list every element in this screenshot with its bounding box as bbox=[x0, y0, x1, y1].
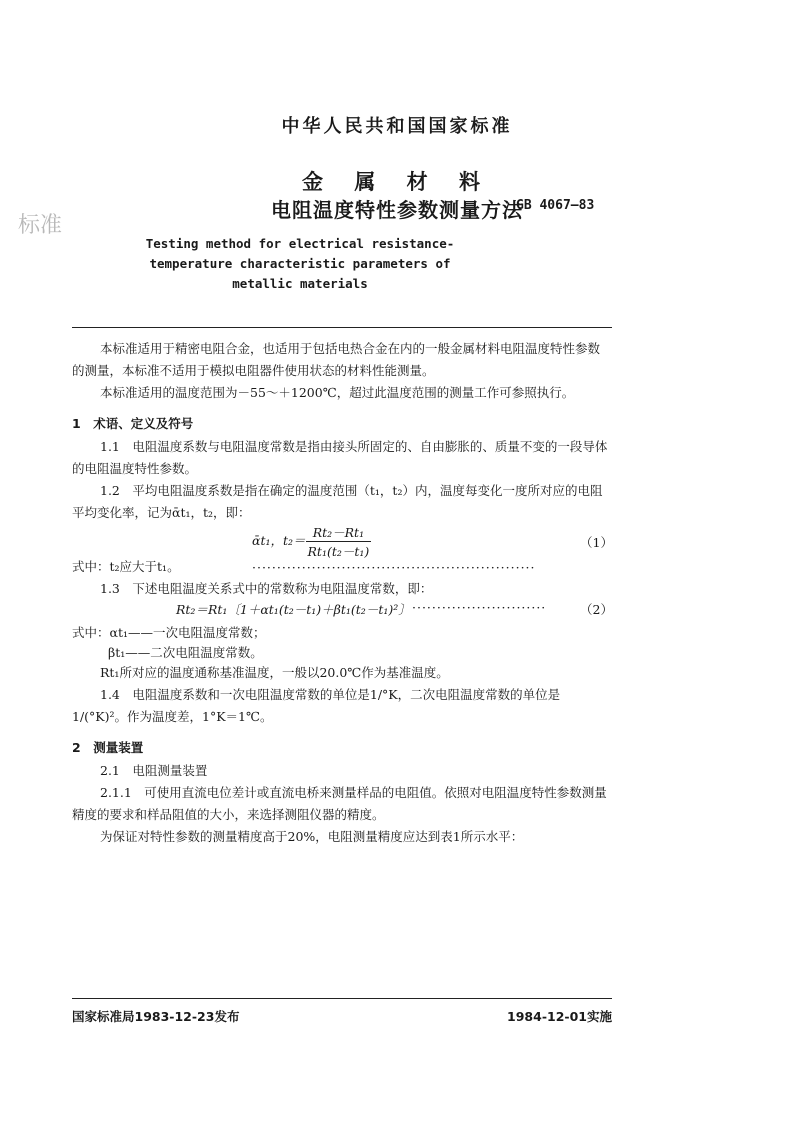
reference-temperature-note: Rt₁所对应的温度通称基准温度，一般以20.0℃作为基准温度。 bbox=[100, 665, 449, 680]
issue-date: 国家标准局1983-12-23发布 bbox=[72, 1009, 240, 1024]
where-note-1: 式中：t₂应大于t₁。 bbox=[72, 559, 180, 574]
eq1-denominator: Rt₁(t₂－t₁) bbox=[307, 544, 370, 559]
clause-1-4: 1.4 电阻温度系数和一次电阻温度常数的单位是1/°K，二次电阻温度常数的单位是1/(°K)²。作为温度差，1°K＝1℃。 bbox=[72, 687, 561, 724]
intro-paragraph: 本标准适用的温度范围为－55～＋1200℃，超过此温度范围的测量工作可参照执行。 bbox=[100, 385, 575, 400]
clause-1-3: 1.3 下述电阻温度关系式中的常数称为电阻温度常数，即： bbox=[100, 581, 433, 596]
clause-1-2: 1.2 平均电阻温度系数是指在确定的温度范围（t₁，t₂）内，温度每变化一度所对应的电阻平均变化率，记为ᾱt₁，t₂，即： bbox=[72, 483, 603, 520]
eq1-numerator: Rt₂－Rt₁ bbox=[306, 523, 372, 542]
watermark-stamp: 标准 bbox=[18, 213, 63, 238]
equation-2: Rt₂＝Rt₁〔1＋αt₁(t₂－t₁)＋βt₁(t₂－t₁)²〕 bbox=[176, 602, 411, 617]
intro-paragraph: 本标准适用于精密电阻合金，也适用于包括电热合金在内的一般金属材料电阻温度特性参数的测量，本标准不适用于模拟电阻器件使用状态的材料性能测量。 bbox=[72, 341, 601, 378]
clause-2-1-1: 2.1.1 可使用直流电位差计或直流电桥来测量样品的电阻值。依照对电阻温度特性参数测量精度的要求和样品阻值的大小，来选择测阻仪器的精度。 bbox=[72, 785, 607, 822]
equation-2-number: （2） bbox=[580, 602, 613, 617]
title-line-1: 金 属 材 料 bbox=[302, 170, 492, 194]
english-title-line: metallic materials bbox=[232, 276, 368, 291]
title-line-2: 电阻温度特性参数测量方法 bbox=[271, 198, 523, 222]
issuing-country: 中华人民共和国国家标准 bbox=[281, 116, 513, 137]
standard-number: GB 4067—83 bbox=[516, 198, 595, 213]
section-heading: 2 测量装置 bbox=[72, 740, 144, 755]
clause-1-1: 1.1 电阻温度系数与电阻温度常数是指由接头所固定的、自由膨胀的、质量不变的一段导体的电阻温度特性参数。 bbox=[72, 439, 608, 476]
clause-2-1: 2.1 电阻测量装置 bbox=[100, 763, 208, 778]
english-title-line: temperature characteristic parameters of bbox=[149, 256, 451, 271]
header-rule bbox=[72, 327, 612, 328]
eq1-lhs: ᾱt₁，t₂＝ bbox=[252, 533, 306, 548]
effective-date: 1984-12-01实施 bbox=[507, 1009, 612, 1024]
eq1-fraction bbox=[306, 523, 372, 560]
where-note-2: βt₁——二次电阻温度常数。 bbox=[108, 645, 263, 660]
english-title-line: Testing method for electrical resistance- bbox=[145, 236, 455, 251]
clause-2-1-2: 为保证对特性参数的测量精度高于20%，电阻测量精度应达到表1所示水平： bbox=[100, 829, 524, 844]
equation-1: ᾱt₁，t₂＝ $\frac{\text{Rt₂－Rt₁}}{\text{Rt₁(t₂－t₁)}}$ ························································· bbox=[252, 525, 536, 575]
section-heading: 1 术语、定义及符号 bbox=[72, 416, 194, 431]
equation-2-leader: ··························· bbox=[412, 600, 547, 615]
footer-rule bbox=[72, 998, 612, 999]
equation-1-number: （1） bbox=[580, 535, 613, 550]
where-note-2: 式中：αt₁——一次电阻温度常数； bbox=[72, 625, 266, 640]
